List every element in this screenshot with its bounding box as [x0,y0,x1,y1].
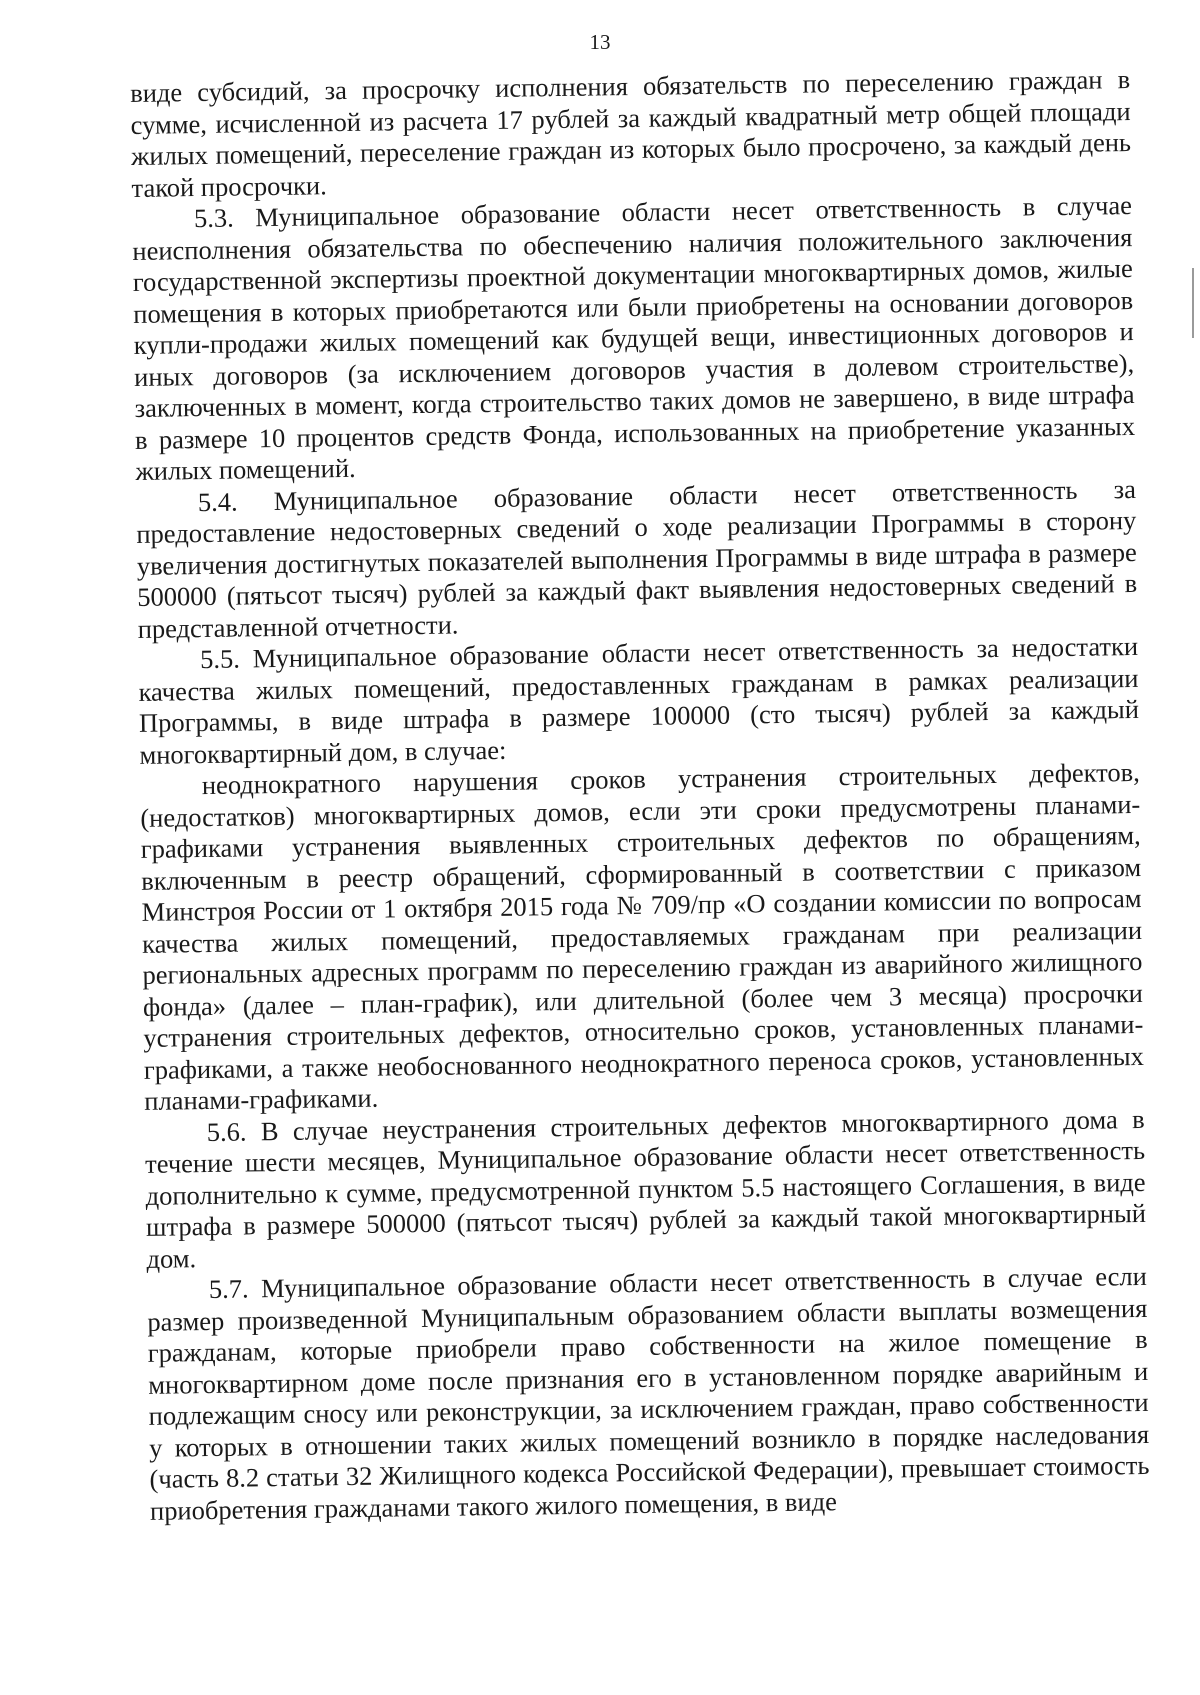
paragraph-5-3: 5.3. Муниципальное образование области несет ответственность в случае неисполнения обязательства по обеспечению наличия положительного заключения государственной экспертизы проектной документации многоквартирных домов, жилые помещения в которых приобретаются или были приобретены на основании договоров купли-продажи жилых помещений как будущей вещи, инвестиционных договоров и иных договоров (за исключением договоров участия в долевом строительстве), заключенных в момент, когда строительство таких домов не завершено, в виде штрафа в размере 10 процентов средств Фонда, использованных на приобретение указанных жилых помещений. [132,190,1136,486]
paragraph-continuation: виде субсидий, за просрочку исполнения обязательств по переселению граждан в сумме, исчисленной из расчета 17 рублей за каждый квадратный метр общей площади жилых помещений, переселение граждан из которых было просрочено, за каждый день такой просрочки. [130,64,1132,203]
paragraph-5-5: 5.5. Муниципальное образование области несет ответственность за недостатки качества жилых помещений, предоставленных гражданам в рамках реализации Программы, в виде штрафа в размере 100000 (сто тысяч) рублей за каждый многоквартирный дом, в случае: [138,630,1140,770]
scan-edge-mark [1192,268,1194,338]
document-body [130,64,1150,1527]
paragraph-5-6: 5.6. В случае неустранения строительных дефектов многоквартирного дома в течение шести месяцев, Муниципальное образование области несет ответственность дополнительно к сумме, предусмотренной пунктом 5.5 настоящего Соглашения, в виде штрафа в размере 500000 (пятьсот тысяч) рублей за каждый такой многоквартирный дом. [144,1103,1147,1274]
page-number: 13 [589,30,611,54]
paragraph-5-5-condition: неоднократного нарушения сроков устранения строительных дефектов, (недостатков) многоквартирных домов, если эти сроки предусмотрены планами-графиками устранения выявленных строительных дефектов по обращениям, включенным в реестр обращений, сформированный в соответствии с приказом Минстроя России от 1 октября 2015 года № 709/пр «О создании комиссии по вопросам качества жилых помещений, предоставляемых гражданам при реализации региональных адресных программ по переселению граждан из аварийного жилищного фонда» (далее – план-график), или длительной (более чем 3 месяца) просрочки устранения строительных дефектов, относительно сроков, установленных планами-графиками, а также необоснованного неоднократного переноса сроков, установленных планами-графиками. [140,756,1144,1116]
paragraph-5-7: 5.7. Муниципальное образование области несет ответственность в случае если размер произведенной Муниципальным образованием области выплаты возмещения гражданам, которые приобрели право собственности на жилое помещение в многоквартирном доме после признания его в установленном порядке аварийным и подлежащим сносу или реконструкции, за исключением граждан, право собственности у которых в отношении таких жилых помещений возникло в порядке наследования (часть 8.2 статьи 32 Жилищного кодекса Российской Федерации), превышает стоимость приобретения гражданами такого жилого помещения, в виде [147,1260,1150,1526]
paragraph-5-4: 5.4. Муниципальное образование области несет ответственность за предоставление недостоверных сведений о ходе реализации Программы в сторону увеличения достигнутых показателей выполнения Программы в виде штрафа в размере 500000 (пятьсот тысяч) рублей за каждый факт выявления недостоверных сведений в представленной отчетности. [136,473,1138,644]
